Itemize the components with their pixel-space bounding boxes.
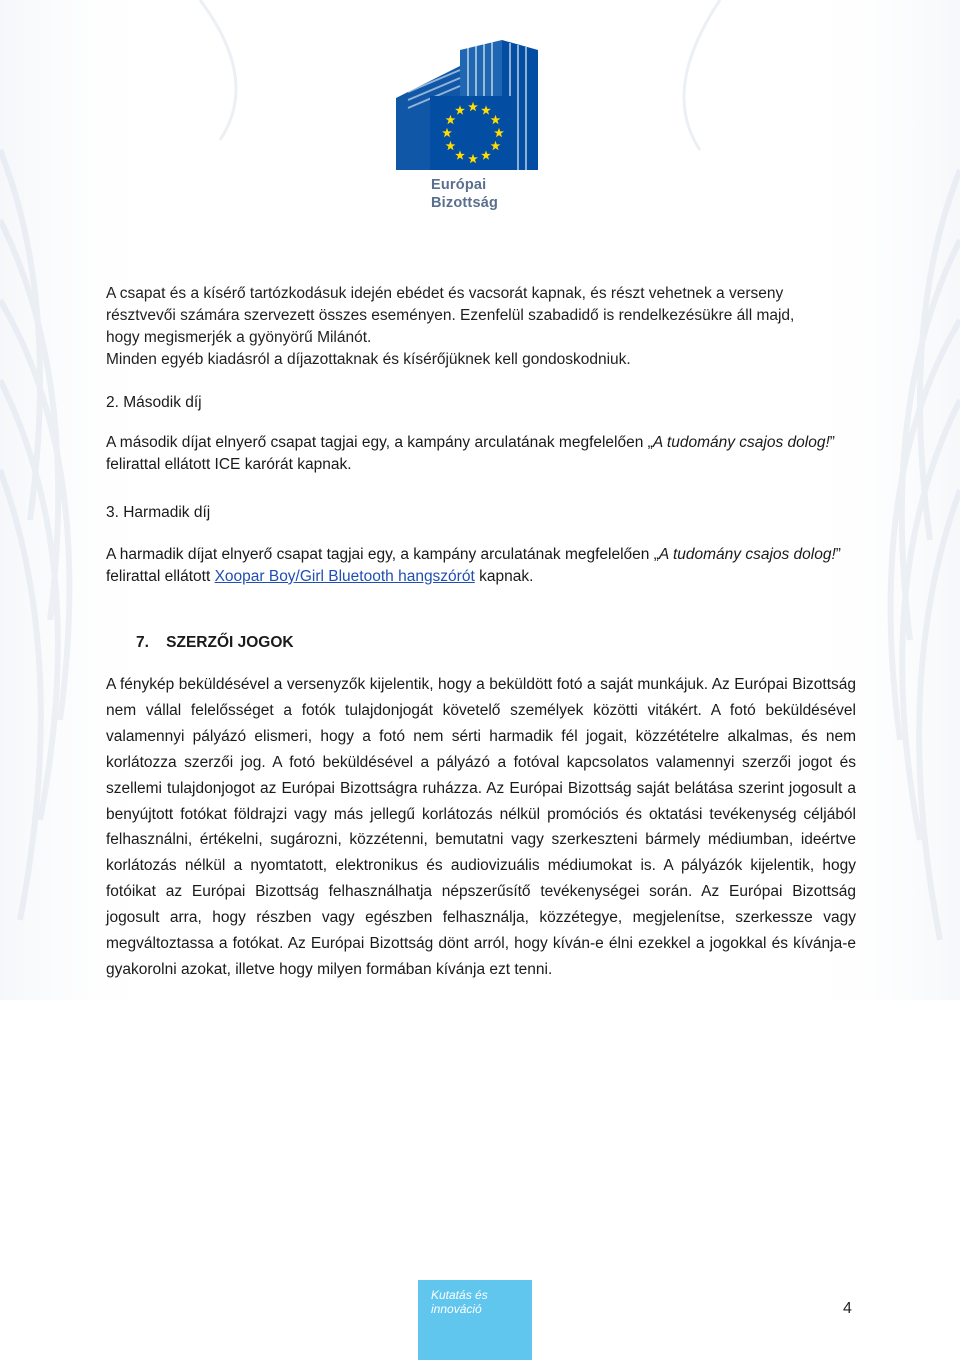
second-prize-text-end: ” felirattal ellátott ICE karórát kapnak. xyxy=(106,434,835,473)
section-7-heading: 7. SZERZŐI JOGOK xyxy=(136,634,294,651)
campaign-slogan: A tudomány csajos dolog! xyxy=(658,546,836,563)
third-prize-text xyxy=(106,544,856,588)
second-prize-text xyxy=(106,432,856,476)
intro-line: A csapat és a kísérő tartózkodásuk idején ebédet és vacsorát kapnak, és részt vehetnek a verseny xyxy=(106,285,784,302)
logo-wordmark xyxy=(431,176,498,212)
third-prize-heading: 3. Harmadik díj xyxy=(106,504,211,521)
intro-line: hogy megismerjék a gyönyörű Milánót. xyxy=(106,329,372,346)
page-number: 4 xyxy=(843,1300,852,1317)
third-prize-text-start: A harmadik díjat elnyerő csapat tagjai egy, a kampány arculatának megfelelően „ xyxy=(106,546,659,563)
speaker-product-link[interactable]: Xoopar Boy/Girl Bluetooth hangszórót xyxy=(214,568,475,585)
intro-line: Minden egyéb kiadásról a díjazottaknak és kísérőjüknek kell gondoskodniuk. xyxy=(106,351,631,368)
logo-line-2: Bizottság xyxy=(431,195,499,211)
badge-line-2: innováció xyxy=(431,1302,482,1316)
campaign-slogan: A tudomány csajos dolog! xyxy=(652,434,830,451)
third-prize-text-end: kapnak. xyxy=(474,568,534,585)
third-prize-text-mid: ” felirattal ellátott xyxy=(106,546,841,585)
badge-line-1: Kutatás és xyxy=(431,1288,488,1302)
second-prize-text-start: A második díjat elnyerő csapat tagjai egy, a kampány arculatának megfelelően „ xyxy=(106,434,653,451)
section-7-text: A fénykép beküldésével a versenyzők kijelentik, hogy a beküldött fotó a saját munkájuk. Az Európai Bizottság nem vállal felelősséget a fotók tulajdonjogát követelő személyek közötti vitákért. A fotó beküldésével valamennyi pályázó elismeri, hogy a fotó nem sérti harmadik fél jogait, közzétételre alkalmas, és nem korlátozza szerzői jog. A fotó beküldésével a pályázó a fotóval kapcsolatos valamennyi szerzői jogot és szellemi tulajdonjogot az Európai Bizottságra ruházza. Az Európai Bizottság saját belátása szerint jogosult a benyújtott fotókat földrajzi vagy más jellegű korlátozás nélkül promóciós és oktatási tevékenység céljából felhasználni, értékelni, sugározni, közzétenni, bemutatni vagy szerkeszteni bármely médiumban, ideértve korlátozás nélkül a nyomtatott, elektronikus és audiovizuális médiumokat is. A pályázók kijelentik, hogy fotóikat az Európai Bizottság felhasználhatja népszerűsítő tevékenységei során. Az Európai Bizottság jogosult arra, hogy részben vagy egészben felhasználja, közzétegye, megjelenítse, szerkessze vagy megváltoztassa a fotókat. Az Európai Bizottság dönt arról, hogy kíván-e élni ezekkel a jogokkal és kívánja-e gyakorolni azokat, illetve hogy milyen formában kívánja ezt tenni. xyxy=(106,676,856,978)
research-innovation-badge xyxy=(418,1280,532,1360)
second-prize-heading: 2. Második díj xyxy=(106,394,202,411)
intro-paragraph xyxy=(106,283,856,371)
logo-line-1: Európai xyxy=(431,177,487,193)
intro-line: résztvevői számára szervezett összes eseményen. Ezenfelül szabadidő is rendelkezésükre áll majd, xyxy=(106,307,795,324)
